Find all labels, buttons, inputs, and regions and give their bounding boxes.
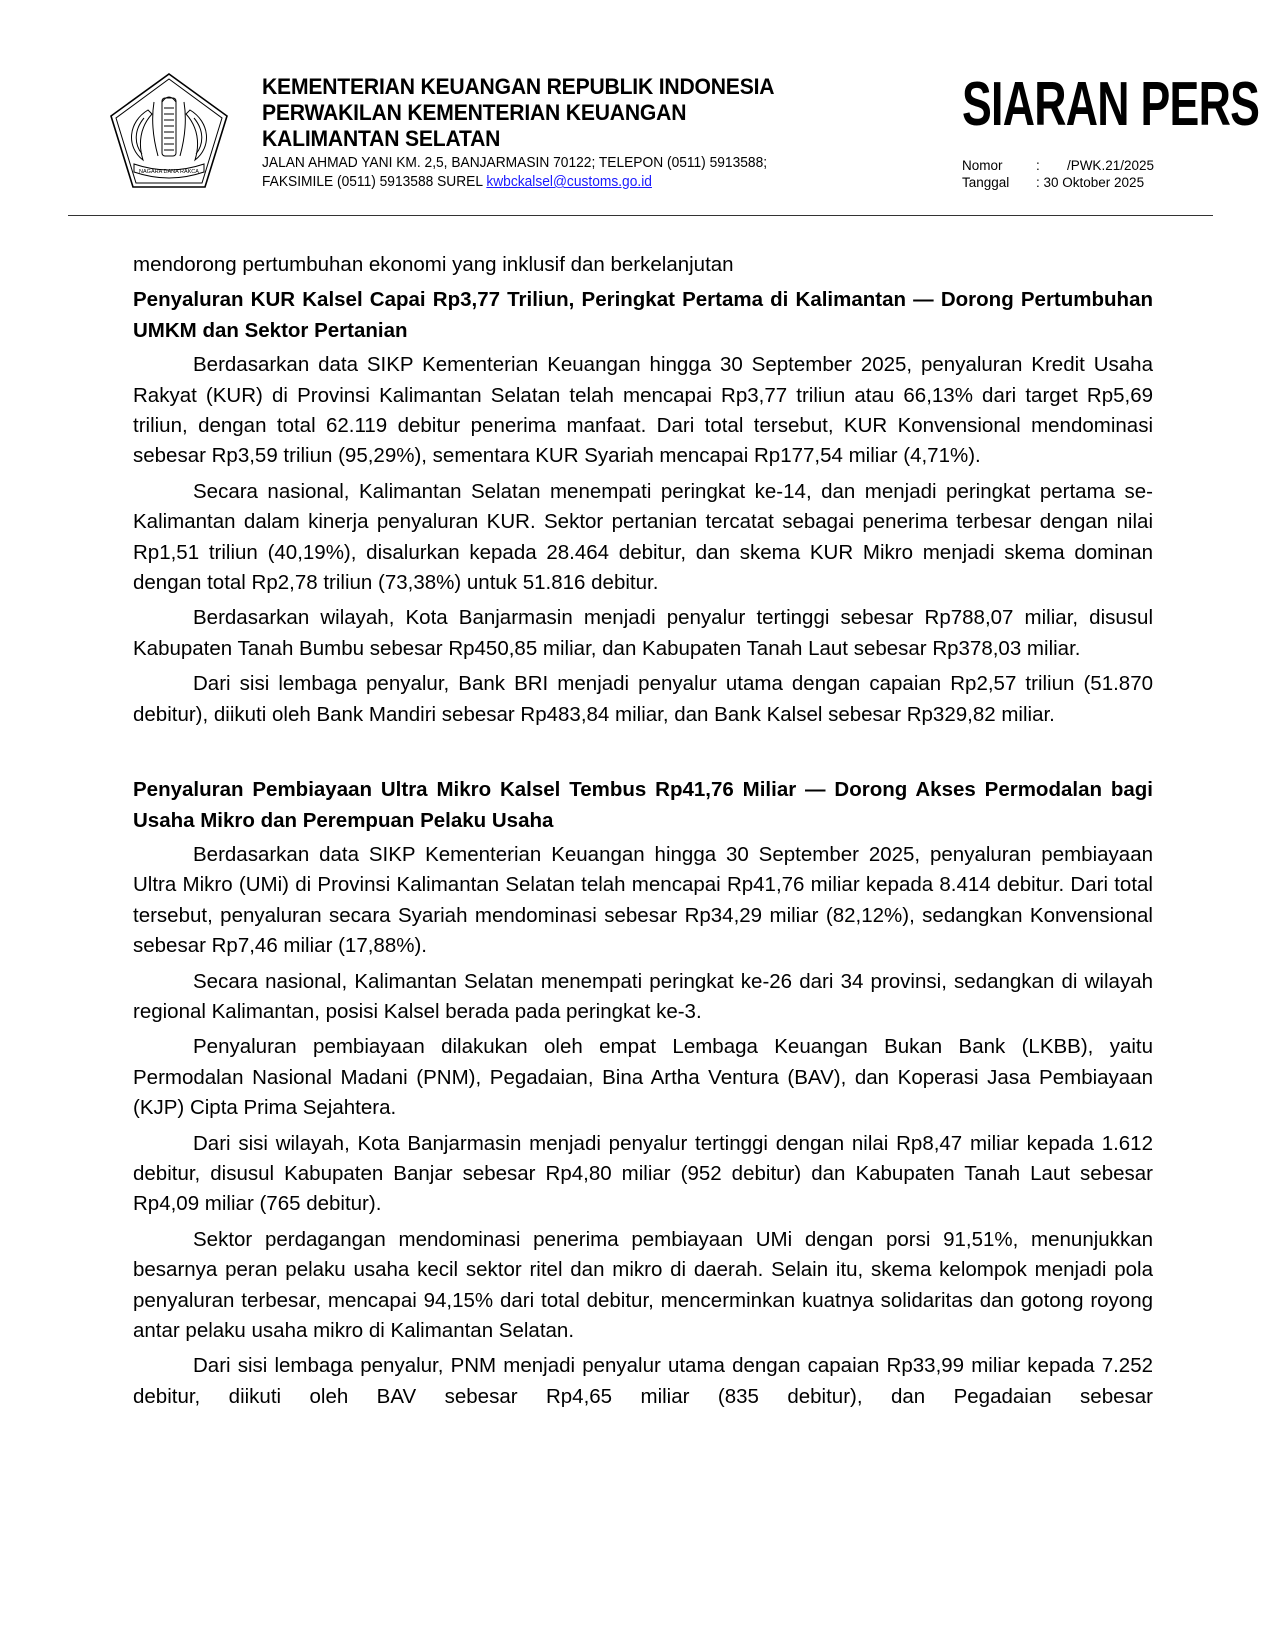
press-release-title: SIARAN PERS — [962, 70, 1260, 139]
nomor-colon: : — [1036, 158, 1040, 173]
intro-line: mendorong pertumbuhan ekonomi yang inklusif dan berkelanjutan — [133, 253, 734, 276]
tanggal-value: : 30 Oktober 2025 — [1036, 175, 1145, 190]
paragraph: Secara nasional, Kalimantan Selatan menempati peringkat ke-14, dan menjadi peringkat pertama se-Kalimantan dalam kinerja penyaluran KUR. Sektor pertanian tercatat sebagai penerima terbesar dengan nilai Rp1,51 triliun (40,19%), disalurkan kepada 28.464 debitur, dan skema KUR Mikro menjadi skema dominan dengan total Rp2,78 triliun (73,38%) untuk 51.816 debitur. — [133, 479, 1153, 595]
paragraph: Secara nasional, Kalimantan Selatan menempati peringkat ke-26 dari 34 provinsi, sedangkan di wilayah regional Kalimantan, posisi Kalsel berada pada peringkat ke-3. — [133, 969, 1153, 1023]
section-spacer — [133, 735, 1153, 775]
paragraph: Dari sisi lembaga penyalur, Bank BRI menjadi penyalur utama dengan capaian Rp2,57 triliun (51.870 debitur), diikuti oleh Bank Mandiri sebesar Rp483,84 miliar, dan Bank Kalsel sebesar Rp329,82 miliar. — [133, 672, 1153, 726]
tanggal-label: Tanggal — [962, 175, 1010, 190]
paragraph: Berdasarkan data SIKP Kementerian Keuangan hingga 30 September 2025, penyaluran pembiayaan Ultra Mikro (UMi) di Provinsi Kalimantan Selatan telah mencapai Rp41,76 miliar kepada 8.414 debitur. Dari total tersebut, penyaluran secara Syariah mendominasi sebesar Rp34,29 miliar (82,12%), sedangkan Konvensional sebesar Rp7,46 miliar (17,88%). — [133, 842, 1153, 958]
paragraph: Dari sisi lembaga penyalur, PNM menjadi penyalur utama dengan capaian Rp33,99 miliar kepada 7.252 debitur, diikuti oleh BAV sebesar Rp4,65 miliar (835 debitur), dan Pegadaian sebesar — [133, 1354, 1153, 1408]
address-line-1: JALAN AHMAD YANI KM. 2,5, BANJARMASIN 70122; TELEPON (0511) 5913588; — [262, 155, 768, 171]
paragraph: Sektor perdagangan mendominasi penerima pembiayaan UMi dengan porsi 91,51%, menunjukkan besarnya peran pelaku usaha kecil sektor ritel dan mikro di daerah. Selain itu, skema kelompok menjadi pola penyaluran terbesar, mencapai 94,15% dari total debitur, mencerminkan kuatnya solidaritas dan gotong royong antar pelaku usaha mikro di Kalimantan Selatan. — [133, 1227, 1153, 1342]
address-line-2 — [262, 173, 870, 192]
paragraph: Berdasarkan data SIKP Kementerian Keuangan hingga 30 September 2025, penyaluran Kredit Usaha Rakyat (KUR) di Provinsi Kalimantan Selatan telah mencapai Rp3,77 triliun atau 66,13% dari target Rp5,69 triliun, dengan total 62.119 debitur penerima manfaat. Dari total tersebut, KUR Konvensional mendominasi sebesar Rp3,59 triliun (95,29%), sementara KUR Syariah mencapai Rp177,54 miliar (4,71%). — [133, 353, 1153, 468]
nomor-value: /PWK.21/2025 — [1066, 158, 1154, 173]
email-link[interactable]: kwbckalsel@customs.go.id — [486, 174, 652, 190]
header-divider — [68, 215, 1213, 216]
paragraph: Penyaluran pembiayaan dilakukan oleh empat Lembaga Keuangan Bukan Bank (LKBB), yaitu Permodalan Nasional Madani (PNM), Pegadaian, Bina Artha Ventura (BAV), dan Koperasi Jasa Pembiayaan (KJP) Cipta Prima Sejahtera. — [133, 1035, 1153, 1120]
document-body — [133, 250, 1153, 1417]
nomor-label: Nomor — [962, 158, 1003, 173]
section-heading-umi: Penyaluran Pembiayaan Ultra Mikro Kalsel Tembus Rp41,76 Miliar — Dorong Akses Permodalan bagi Usaha Mikro dan Perempuan Pelaku Usaha — [133, 778, 1153, 832]
ministry-name: KEMENTERIAN KEUANGAN REPUBLIK INDONESIA — [262, 74, 775, 99]
letterhead — [262, 74, 902, 192]
office-name: PERWAKILAN KEMENTERIAN KEUANGAN — [262, 100, 687, 125]
svg-text:NAGARA DANA RAKCA: NAGARA DANA RAKCA — [139, 169, 199, 175]
ministry-logo-icon — [108, 72, 230, 190]
region-name: KALIMANTAN SELATAN — [262, 126, 501, 151]
paragraph: Dari sisi wilayah, Kota Banjarmasin menjadi penyalur tertinggi dengan nilai Rp8,47 miliar kepada 1.612 debitur, disusul Kabupaten Banjar sebesar Rp4,80 miliar (952 debitur) dan Kabupaten Tanah Laut sebesar Rp4,09 miliar (765 debitur). — [133, 1131, 1153, 1216]
paragraph: Berdasarkan wilayah, Kota Banjarmasin menjadi penyalur tertinggi sebesar Rp788,07 miliar, disusul Kabupaten Tanah Bumbu sebesar Rp450,85 miliar, dan Kabupaten Tanah Laut sebesar Rp378,03 miliar. — [133, 606, 1153, 660]
fax-label: FAKSIMILE (0511) 5913588 SUREL — [262, 174, 487, 190]
document-meta — [962, 157, 1154, 191]
section-heading-kur: Penyaluran KUR Kalsel Capai Rp3,77 Triliun, Peringkat Pertama di Kalimantan — Dorong Pertumbuhan UMKM dan Sektor Pertanian — [133, 288, 1153, 342]
